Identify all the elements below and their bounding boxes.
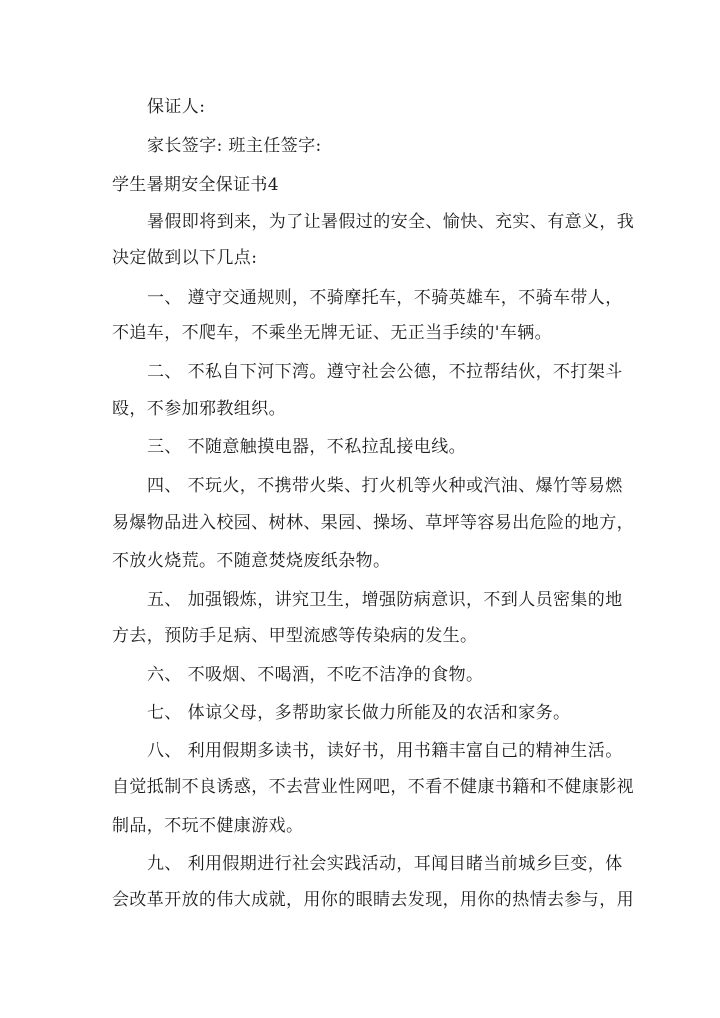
paragraph-line: 不放火烧荒。不随意焚烧废纸杂物。 [112,551,391,571]
guarantor-label: 保证人: [147,97,206,117]
signature-line: 家长签字: 班主任签字: [147,136,322,156]
paragraph-line: 四、 不玩火，不携带火柴、打火机等火种或汽油、爆竹等易燃 [147,476,623,496]
paragraph-line: 决定做到以下几点: [112,248,258,268]
paragraph-line: 八、 利用假期多读书，读好书，用书籍丰富自己的精神生活。 [147,741,623,761]
paragraph-line: 制品，不玩不健康游戏。 [112,816,304,836]
paragraph-line: 六、 不吸烟、不喝酒，不吃不洁净的食物。 [147,665,484,685]
paragraph-line: 会改革开放的伟大成就，用你的眼睛去发现，用你的热情去参与，用 [112,890,634,910]
paragraph-line: 殴，不参加邪教组织。 [112,399,286,419]
paragraph-line: 七、 体谅父母，多帮助家长做力所能及的农活和家务。 [147,703,571,723]
paragraph-line: 自觉抵制不良诱惑，不去营业性网吧，不看不健康书籍和不健康影视 [112,777,634,797]
paragraph-line: 二、 不私自下河下湾。遵守社会公德，不拉帮结伙，不打架斗 [147,362,623,382]
paragraph-line: 三、 不随意触摸电器，不私拉乱接电线。 [147,437,467,457]
document-title: 学生暑期安全保证书4 [112,175,279,195]
paragraph-line: 暑假即将到来，为了让暑假过的安全、愉快、充实、有意义，我 [147,212,635,232]
paragraph-line: 易爆物品进入校园、树林、果园、操场、草坪等容易出危险的地方， [112,513,634,533]
paragraph-line: 一、 遵守交通规则，不骑摩托车，不骑英雄车，不骑车带人， [147,288,623,308]
paragraph-line: 九、 利用假期进行社会实践活动，耳闻目睹当前城乡巨变，体 [147,854,623,874]
paragraph-line: 不追车，不爬车，不乘坐无牌无证、无正当手续的'车辆。 [112,323,553,343]
paragraph-line: 五、 加强锻炼，讲究卫生，增强防病意识，不到人员密集的地 [147,590,623,610]
paragraph-line: 方去，预防手足病、甲型流感等传染病的发生。 [112,626,478,646]
